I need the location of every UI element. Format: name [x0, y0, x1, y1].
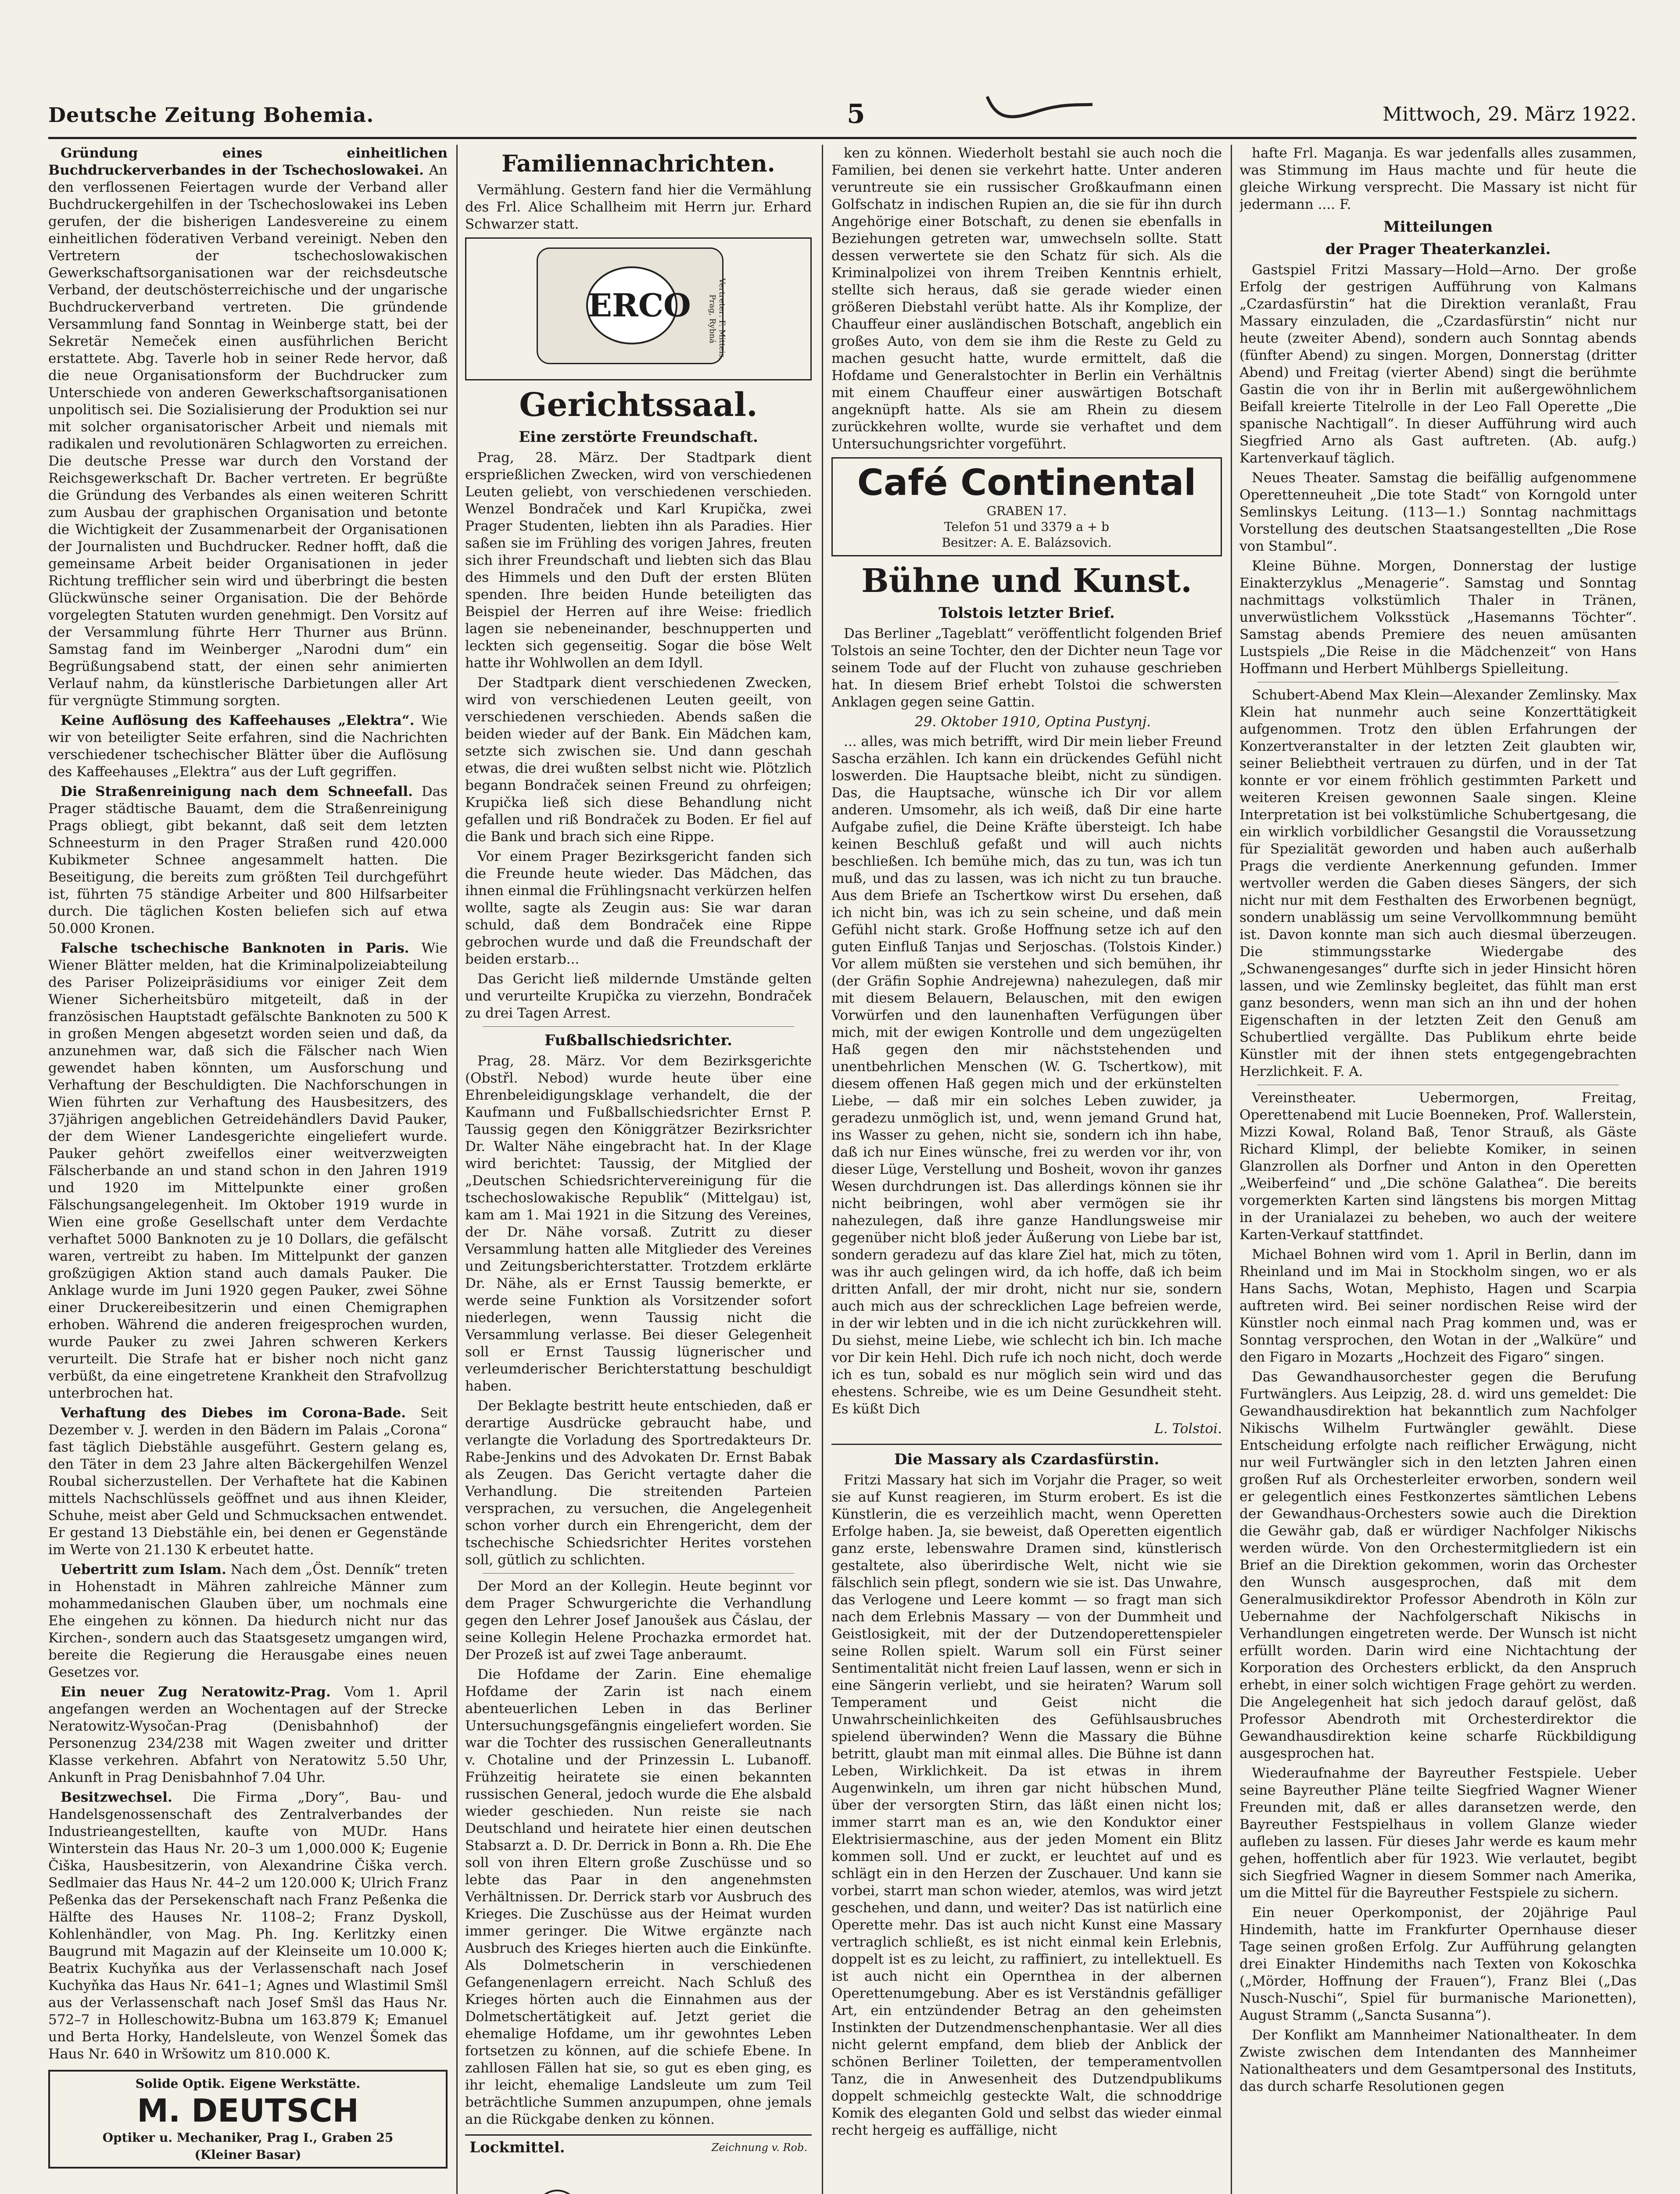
zarin-continued: ken zu können. Wiederholt bestahl sie auch noch die Familien, bei denen sie verkehrt hatte. Unter anderen veruntreute sie ein russischer Großkaufmann einen Golfschatz in indischen Rupien an, die sie für ihn durch Angehörige einer Botschaft, zu denen sie ebenfalls in Beziehungen getreten war, umwechseln sollte. Statt dessen verwertete sie den Schatz für sich. Als die Kriminalpolizei von ihrem Treiben Kenntnis erhielt, stellte sich heraus, daß sie gerade wieder einen größeren Diebstahl verübt hatte. Als ihr Komplize, der Chauffeur einer ausländischen Botschaft, angeblich ein großes Auto, von dem sie ihm die Reste zu Geld zu machen gesucht hatte, wurde ermittelt, daß die Hofdame und Generalstochter in Berlin ein Verhältnis mit einem Chauffeur einer auswärtigen Botschaft angeknüpft hatte. Als sie am Rhein zu diesem zurückkehren wollte, wurde sie verhaftet und dem Untersuchungsrichter vorgeführt. — [831, 145, 1222, 452]
vereinstheater-text: Vereinstheater. Uebermorgen, Freitag, Operettenabend mit Lucie Boenneken, Prof. Wallerstein, Mizzi Kowal, Roland Baß, Tenor Strauß, als Gäste Richard Klimpl, der beliebte Komiker, in seinen Glanzrollen als Dorfner und Anton in den Operetten „Weiberfeind“ und „Die schöne Galathea“. Die bereits vorgemerkten Karten sind längstens bis morgen Mittag in der Uranialazei zu beheben, wo auch der weitere Karten-Verkauf stattfindet. — [1239, 1090, 1637, 1243]
erco-vendor: Vertreter: F. Mitteis, Prag, Rybná — [708, 278, 727, 360]
cafe-address: GRABEN 17. — [986, 504, 1067, 518]
divider — [831, 1444, 1222, 1445]
page-number: 5 — [847, 99, 865, 129]
page-header — [48, 99, 1637, 134]
tolstoi-subtitle: Tolstois letzter Brief. — [939, 604, 1115, 622]
divider — [483, 1573, 794, 1574]
bohnen-text: Michael Bohnen wird vom 1. April in Berlin, dann im Rheinland und im Mai in Stockholm singen, wo er als Hans Sachs, Wotan, Mephisto, Hagen und Scarpia auftreten wird. Bei seiner nordischen Reise wird der Künstler noch einmal nach Prag kommen und, was er Sonntag versprochen, den Wotan in der „Walküre“ und den Figaro in Mozarts „Hochzeit des Figaro“ singen. — [1239, 1247, 1637, 1365]
tolstoi-dateline: 29. Oktober 1910, Optina Pustynj. — [914, 714, 1151, 730]
column-rule — [822, 145, 823, 2194]
massary-title: Die Massary als Czardasfürstin. — [894, 1451, 1160, 1468]
court-text: Vor einem Prager Bezirksgericht fanden sich die Freunde heute wieder. Das Mädchen, das ihnen einmal die Frühlingsnacht verkürzen helfen wollte, sagte als Zeugin aus: Sie war daran schuld, daß dem Bondraček eine Rippe gebrochen wurde und daß die Freundschaft der beiden erstarb... — [465, 849, 812, 967]
oper-text: Ein neuer Operkomponist, der 20jährige Paul Hindemith, hatte im Frankfurter Opernhause dieser Tage seinen großen Erfolg. Zur Aufführung gelangten drei Einakter Hindemiths nach Texten von Kokoschka („Mörder, Hoffnung der Frauen“), Franz Blei („Das Nusch-Nuschi“, Spiel für burmanische Marionetten), August Stramm („Sancta Susanna“). — [1239, 1905, 1637, 2023]
cafe-name: Café Continental — [857, 462, 1196, 504]
court-text: Das Gericht ließ mildernde Umstände gelten und verurteilte Krupička zu vierzehn, Bondraček zu drei Tagen Arrest. — [465, 971, 812, 1021]
football-subtitle: Fußballschiedsrichter. — [544, 1032, 732, 1049]
cartoon-credit: Zeichnung v. Rob. — [711, 2141, 807, 2154]
theater-text: Gastspiel Fritzi Massary—Hold—Arno. Der große Erfolg der gestrigen Aufführung von Kalmans „Czardasfürstin“ hat die Direktion veranlaßt, Frau Massary einzuladen, die „Czardasfürstin“ nicht nur heute (zweiter Abend), sondern auch Sonntag abends (fünfter Abend) zu singen. Morgen, Donnerstag (dritter Abend) und Freitag (vierter Abend) singt die berühmte Gastin die von ihr in Berlin mit außergewöhnlichem Beifall kreierte Titelrolle in der Leo Fall Operette „Die spanische Nachtigall“. In dieser Aufführung wird auch Siegfried Arno als Gast auftreten. (Ab. aufg.) Kartenverkauf täglich. — [1239, 262, 1637, 466]
gewandhaus-text: Das Gewandhausorchester gegen die Berufung Furtwänglers. Aus Leipzig, 28. d. wird uns gemeldet: Die Gewandhausdirektion hat bekanntlich zum Nachfolger Nikischs Wilhelm Furtwängler gewählt. Diese Entscheidung erfolgte nach reiflicher Erwägung, nicht nur weil Furtwängler sich in den letzten Jahren einen großen Ruf als Orchesterleiter erworben, sondern weil er gelegentlich eines Festkonzertes sämtlichen Lebens der Gewandhaus-Orchesters sowie auch die Direktion die Gewähr gab, daß er würdiger Nachfolger Nikischs werden würde. Von den Orchestermitgliedern ist ein Brief an die Direktion gekommen, worin das Orchester den Wunsch ausgesprochen, daß mit dem Generalmusikdirektor Professor Abendroth in Köln zur Uebernahme der Nachfolgerschaft Nikischs in Verhandlungen eingetreten werde. Der Wunsch ist nicht erfüllt worden. Darin wird eine Nichtachtung der Korporation des Orchesters erblickt, da den Anspruch erhebt, in einer solch wichtigen Frage gehört zu werden. Die Angelegenheit hat sich jedoch darauf gelöst, daß Professor Abendroth mit Orchesterdirektor die Gewandhausdirektion keine scharfe Rückbildigung ausgesprochen hat. — [1239, 1369, 1637, 1761]
section-title-gerichtssaal: Gerichtssaal. — [519, 386, 758, 424]
section-title-buehne: Bühne und Kunst. — [861, 562, 1192, 600]
erco-logo: ERCO — [586, 266, 677, 344]
column-rule — [456, 145, 458, 2194]
article-banknoten: Falsche tschechische Banknoten in Paris. Wie Wiener Blätter melden, hat die Kriminalpolizeiabteilung des Pariser Polizeipräsidiums vor einiger Zeit dem Wiener Sicherheitsbüro mitgeteilt, daß in der französischen Hauptstadt gefälschte Banknoten zu 500 K in großen Mengen abgesetzt worden seien und daß, da anzunehmen war, daß sich die Fälscher nach Wien gewendet haben könnten, um Ausforschung und Verhaftung der Beschuldigten. Die Nachforschungen in Wien führten zur Verhaftung des Hausbesitzers, des 37jährigen angeblichen Getreidehändlers David Pauker, der dem Wiener Landesgerichte eingeliefert wurde. Pauker gehört zweifellos einer weitverzweigten Fälscherbande an und stand schon in den Jahren 1919 und 1920 im Mittelpunkte einer großen Fälschungsangelegenheit. Im Oktober 1919 wurde in Wien eine große Gesellschaft unter dem Verdachte verhaftet 5000 Banknoten zu je 10 Dollars, die gefälscht waren, vertreibt zu haben. Im Mittelpunkt der ganzen großzügigen Aktion stand auch damals Pauker. Die Anklage wurde im Juni 1920 gegen Pauker, zwei Söhne einer Druckereibesitzerin und einen Chemigraphen erhoben. Während die anderen freigesprochen wurden, wurde Pauker zu zwei Jahren schweren Kerkers verurteilt. Die Strafe hat er bisher noch nicht ganz verbüßt, da eine eingetretene Krankheit den Strafvollzug unterbrochen hat. — [48, 940, 448, 1401]
murder-text: Der Mord an der Kollegin. Heute beginnt vor dem Prager Schwurgerichte die Verhandlung gegen den Lehrer Josef Janoušek aus Čáslau, der seine Kollegin Helene Prochazka ermordet hat. Der Prozeß ist auf zwei Tage anberaumt. — [465, 1578, 812, 1663]
erco-ad — [465, 237, 812, 380]
column-2 — [465, 145, 812, 2194]
article-elektra: Keine Auflösung des Kaffeehauses „Elektra“. Wie wir von beteiligter Seite erfahren, sind die Nachrichten verschiedener tschechischer Blätter über die Auflösung des Kaffeehauses „Elektra“ aus der Luft gegriffen. — [48, 713, 448, 780]
cartoon-title: Lockmittel. — [469, 2139, 565, 2156]
article-buchdrucker: Gründung eines einheitlichen Buchdruckerverbandes in der Tschechoslowakei. An den verflossenen Feiertagen wurde der Verband aller Buchdruckergehilfen in der Tschechoslowakei ins Leben gerufen, der die bisherigen Landesvereine zu einem einheitlichen föderativen Verband vereinigt. Neben den Vertretern der tschechoslowakischen Gewerkschaftsorganisationen war der reichsdeutsche Verband, der deutschösterreichische und der ungarische Buchdruckerverband vertreten. Die gründende Versammlung fand Sonntag in Weinberge statt, bei der Sekretär Nemeček einen ausführlichen Bericht erstattete. Abg. Taverle hob in seiner Rede hervor, daß die neue Organisationsform der Buchdrucker zum Unterschiede von anderen Gewerkschaftsorganisationen unpolitisch sei. Die Sozialisierung der Produktion sei nur mit solcher organisatorischer Arbeit und niemals mit radikalen und revolutionären Schlagworten zu erreichen. Die deutsche Presse war durch den Vorstand der Reichsgewerkschaft Dr. Bacher vertreten. Er begrüßte die Gründung des Verbandes als einen weiteren Schritt zum Ausbau der graphischen Organisation und betonte die Wichtigkeit der Zusammenarbeit der Organisationen der Journalisten und Buchdrucker. Redner hofft, daß die gemeinsame Arbeit beider Organisationen in jeder Richtung trefflicher sein wird und überbringt die besten Glückwünsche seiner Organisation. Die der Behörde vorgelegten Statuten wurden genehmigt. Den Vorsitz auf der Versammlung führte Herr Thurner aus Brünn. Samstag fand im Weinberger „Narodni dum“ ein Begrüßungsabend statt, der einen sehr animierten Verlauf nahm, da künstlerische Darbietungen aller Art für vergnügte Stimmung sorgten. — [48, 145, 448, 709]
cafe-owner: Besitzer: A. E. Balázsovich. — [942, 535, 1112, 550]
deutsch-optiker-ad: Solide Optik. Eigene Werkstätte. M. DEUTSCH Optiker u. Mechaniker, Prag I., Graben 25 (Kleiner Basar) — [48, 2070, 448, 2169]
court-text: Prag, 28. März. Der Stadtpark dient ersprießlichen Zwecken, wird von verschiedenen Leuten geliebt, von verschiedenen verschieden. Wenzel Bondraček und Karl Krupička, zwei Prager Studenten, liebten ihn als Paradies. Hier saßen sie im Frühling des vorigen Jahres, freuten sich ihrer Freundschaft und liebten sich das Blau des Himmels und den Duft der ersten Blüten spenden. Ihre beiden Hunde beteiligten das Beispiel der Herren auf ihre Weise: friedlich lagen sie nebeneinander, beschnupperten und leckten sich gegenseitig. Sogar die böse Welt hatte ihr Wohlwollen an dem Idyll. — [465, 450, 812, 671]
tolstoi-intro: Das Berliner „Tageblatt“ veröffentlicht folgenden Brief Tolstois an seine Tochter, den der Dichter neun Tage vor seinem Tode auf der Flucht von zuhause geschrieben hat. In diesem Brief erhebt Tolstoi die schwersten Anklagen gegen seine Gattin. — [831, 626, 1222, 710]
section-title-familie: Familiennachrichten. — [501, 151, 775, 177]
family-notice: Vermählung. Gestern fand hier die Vermählung des Frl. Alice Schallheim mit Herrn jur. Erhard Schwarzer statt. — [465, 182, 812, 232]
article-besitzwechsel: Besitzwechsel. Die Firma „Dory“, Bau- und Handelsgenossenschaft des Zentralverbandes der Industrieangestellten, kaufte von MUDr. Hans Winterstein das Haus Nr. 20–3 um 1,000.000 K; Eugenie Čiška, Hausbesitzerin, von Alexandrine Čiška verch. Sedlmaier das Haus Nr. 44–2 um 120.000 K; Ulrich Franz Peßenka das der Persekenschaft nach Franz Peßenka die Hälfte des Hauses Nr. 1108–2; Franz Dyskoll, Kohlenhändler, von Mag. Ph. Ing. Kerlitzky einen Baugrund mit Magazin auf der Kleinseite um 10.000 K; Beatrix Kuchyňka aus der Verlassenschaft nach Josef Kuchyňka das Haus Nr. 641–1; Agnes und Wlastimil Smšl aus der Verlassenschaft nach Josef Smšl das Haus Nr. 572–7 in Holleschowitz-Bubna um 163.879 K; Emanuel und Berta Horky, Handelsleute, von Wenzel Šomek das Haus Nr. 640 in Wršowitz um 810.000 K. — [48, 1789, 448, 2062]
court-subtitle: Eine zerstörte Freundschaft. — [519, 428, 758, 446]
divider — [483, 1026, 794, 1027]
column-3 — [831, 145, 1222, 2194]
article-neratowitz: Ein neuer Zug Neratowitz-Prag. Vom 1. April angefangen werden an Wochentagen auf der Strecke Neratowitz-Wysočan-Prag (Denisbahnhof) der Personenzug 234/238 mit Wagen zweiter und dritter Klasse verkehren. Abfahrt von Neratowitz 5.50 Uhr, Ankunft in Prag Denisbahnhof 7.04 Uhr. — [48, 1684, 448, 1785]
theater-title: Mitteilungen — [1383, 218, 1493, 236]
article-corona-bad: Verhaftung des Diebes im Corona-Bade. Seit Dezember v. J. werden in den Bädern im Palais „Corona“ fast täglich Diebstähle ausgeführt. Gestern gelang es, den Täter in dem 23 Jahre alten Bäckergehilfen Wenzel Roubal sicherzustellen. Der Verhaftete hat die Kabinen mittels Nachschlüssels geöffnet und aus ihnen Kleider, Schuhe, meist aber Geld und Schmucksachen entwendet. Er gestand 13 Diebstähle ein, bei denen er Gegenstände im Werte von 21.130 K erbeutet hatte. — [48, 1405, 448, 1558]
issue-date: Mittwoch, 29. März 1922. — [1382, 103, 1637, 125]
bayreuth-text: Wiederaufnahme der Bayreuther Festspiele. Ueber seine Bayreuther Pläne teilte Siegfried Wagner Wiener Freunden mit, daß er alles daransetzen werde, den Bayreuther Festspielhaus in vollem Glanze wieder aufleben zu lassen. Für dieses Jahr werde es kaum mehr gehen, hoffentlich aber für 1923. Wie verlautet, begibt sich Siegfried Wagner in diesem Sommer nach Amerika, um die Mittel für die Bayreuther Festspiele zu sichern. — [1239, 1765, 1637, 1901]
mannheim-text: Der Konflikt am Mannheimer Nationaltheater. In dem Zwiste zwischen dem Intendanten des Mannheimer Nationaltheaters und dem Gesamtpersonal des Instituts, das durch scharfe Resolutionen gegen — [1239, 2027, 1637, 2094]
article-strassenreinigung: Die Straßenreinigung nach dem Schneefall. Das Prager städtische Bauamt, dem die Straßenreinigung Prags obliegt, gibt bekannt, daß seit dem letzten Schneesturm in den Prager Straßen rund 420.000 Kubikmeter Schnee angesammelt hatten. Die Beseitigung, die bereits zum größten Teil durchgeführt ist, führten 75 ständige Arbeiter und 800 Hilfsarbeiter durch. Die täglichen Kosten beliefen sich auf etwa 50.000 Kronen. — [48, 784, 448, 936]
schubert-text: Schubert-Abend Max Klein—Alexander Zemlinsky. Max Klein hat nunmehr auch seine Konzerttätigkeit aufgenommen. Trotz den üblen Erfahrungen der Konzertveranstalter in der letzten Zeit glaubten wir, seiner Beliebtheit vertrauen zu dürfen, und in der Tat konnte er vor einem fröhlich gestimmten Parkett und weiteren Kreisen gewonnen Saale singen. Kleine Interpretation ist bei volkstümliche Schubertgesang, die ein wirklich vorbildlicher Gesangstil die Voraussetzung für Spezialität geworden und haben auch außerhalb Prags die verdiente Anerkennung gefunden. Immer wertvoller werden die Gaben dieses Sängers, der sich nicht nur mit dem Festhalten des Erworbenen begnügt, sondern unablässig um seine Vervollkommnung bemüht ist. Davon konnte man sich auch diesmal überzeugen. Die stimmungsstarke Wiedergabe des „Schwanengesanges“ durfte sich in jeder Hinsicht hören lassen, und wie Zemlinsky begleitet, das fühlt man erst ganz besonders, wenn man sich an ihn und der hohen Eigenschaften in der letzten Zeit den Genuß am Schubertlied vergällte. Das Publikum ehrte beide Künstler mit der ihnen stets entgegengebrachten Herzlichkeit. F. A. — [1239, 687, 1637, 1079]
kleine-buehne-text: Kleine Bühne. Morgen, Donnerstag der lustige Einakterzyklus „Menagerie“. Samstag und Sonntag nachmittags volkstümlich Thaler in Tränen, unverwüstlichem Volksstück „Hasemanns Töchter“. Samstag abends Premiere des neuen amüsanten Lustspiels „Die Reise in die Mädchenzeit“ von Hans Hoffmann und Herbert Mühlbergs Spielleitung. — [1239, 558, 1637, 677]
cafe-continental-ad — [831, 457, 1222, 556]
column-rule — [1231, 145, 1232, 2194]
column-4 — [1239, 145, 1637, 2194]
newspaper-name: Deutsche Zeitung Bohemia. — [48, 103, 374, 127]
court-text: Der Stadtpark dient verschiedenen Zwecken, wird von verschiedenen Leuten geeilt, von verschiedenen verschieden. Abends saßen die beiden wieder auf der Bank. Ein Mädchen kam, setzte sich zwischen sie. Und dann geschah etwas, die drei wußten selbst nicht wie. Plötzlich begann Bondraček seinen Freund zu ohrfeigen; Krupička ließ sich diese Behandlung nicht gefallen und riß Bondraček zu Boden. Er fiel auf die Bank und brach sich eine Rippe. — [465, 675, 812, 845]
cafe-phone: Telefon 51 und 3379 a + b — [944, 520, 1110, 534]
article-islam: Uebertritt zum Islam. Nach dem „Öst. Denník“ treten in Hohenstadt in Mähren zahlreiche Männer zum mohammedanischen Glauben über, um nochmals eine Ehe eingehen zu können. Da hiedurch nicht nur das Kirchen-, sondern auch das Staatsgesetz umgangen wird, bereite die Regierung die Herausgabe eines neuen Gesetzes vor. — [48, 1562, 448, 1680]
massary-text: Fritzi Massary hat sich im Vorjahr die Prager, so weit sie auf Kunst reagieren, im Sturm erobert. Es ist die Künstlerin, die es verzeihlich macht, wenn Operetten Erfolge haben. Ja, sie beweist, daß Operetten eigentlich ganz erste, lebenswahre Dramen sind, künstlerisch gestaltete, also überirdische Welt, nicht wie sie fälschlich sein pflegt, sondern wie sie ist. Das Unwahre, das Verlogene und Leere kommt — so fragt man sich nach dem Erlebnis Massary — von der Dummheit und Geistlosigkeit, mit der der Dutzendoperettenspieler seine Rollen spielt. Warum soll ein Fürst seiner Sentimentalität nicht freien Lauf lassen, wenn er sich in eine Sängerin verliebt, und sie heiraten? Warum soll Temperament und Geist nicht die Unwahrscheinlichkeiten des Gefühlsausbruches spielend überwinden? Wenn die Massary die Bühne betritt, glaubt man mit einmal alles. Die Bühne ist dann Leben, Wirklichkeit. Da ist etwas in ihrem Augenwinkeln, um ihren gar nicht hübschen Mund, über der versorgten Stirn, das läßt einen nicht los; immer starrt man es an, wie den Konduktor einer Elektrisiermaschine, aus der jeden Moment ein Blitz kommen soll. Und er zuckt, er leuchtet auf und es schlägt ein in den Herzen der Zuschauer. Und kann sie vorbei, starrt man schon wieder, atemlos, was wird jetzt geschehen, und dann, und weiter? Das ist natürlich eine Operette mehr. Das ist auch nicht Kunst eine Massary vertraglich schließt, es ist nicht einmal kein Erlebnis, doppelt ist es zu leicht, zu raffiniert, zu intellektuell. Es ist auch nicht ein Opernthea in der albernen Operettenumgebung. Aber es ist Verständnis gefälliger Art, ein entzündender Betrag an den geheimsten Instinkten der Dutzendmenschenphantasie. Wer all dies nicht gelernt empfand, dem blieb der Anblick der schönen Berliner Toiletten, der temperamentvollen Tanz, die in Anwesenheit des Dutzendpublikums doppelt schmeichlg gesteckte Walt, die schnoddrige Komik des eleganten Gold und selbst das wieder einmal recht hergeig es auffällige, nicht — [831, 1472, 1222, 2138]
massary-continued: hafte Frl. Maganja. Es war jedenfalls alles zusammen, was Stimmung im Haus machte und für heute die gleiche Wirkung versprecht. Die Massary ist nicht für jedermann .... F. — [1239, 145, 1637, 212]
neues-theater-text: Neues Theater. Samstag die beifällig aufgenommene Operettenneuheit „Die tote Stadt“ von Korngold unter Semlinskys Leitung. (113—1.) Sonntag nachmittags Vorstellung des deutschen Staatsangestellten „Die Rose von Stambul“. — [1239, 470, 1637, 554]
column-1 — [48, 145, 448, 2194]
cartoon-drawing — [474, 2162, 803, 2194]
tolstoi-signature: L. Tolstoi. — [1154, 1421, 1222, 1437]
pen-stroke-mark — [983, 88, 1097, 123]
coffee-can-illustration — [537, 247, 727, 364]
football-text: Prag, 28. März. Vor dem Bezirksgerichte (Obstřl. Nebod) wurde heute über eine Ehrenbeleidigungsklage verhandelt, die der Kaufmann und Fußballschiedsrichter Ernst P. Taussig gegen den Königgrätzer Bezirksrichter Dr. Walter Nähe eingebracht hat. In der Klage wird berichtet: Taussig, der Mitglied der „Deutschen Schiedsrichtervereinigung für die tschechoslowakische Republik“ (Mittelgau) ist, kam am 1. Mai 1921 in die Sitzung des Vereines, der Dr. Nähe vorsaß. Zutritt zu dieser Versammlung hatten alle Mitglieder des Vereines und Zeitungsberichterstatter. Trotzdem erklärte Dr. Nähe, als er Ernst Taussig bemerkte, er werde seine Funktion als Vorsitzender sofort niederlegen, wenn Taussig nicht die Versammlung verlasse. Bei dieser Gelegenheit soll er Ernst Taussig lügnerischer und verleumderischer Berichterstattung beschuldigt haben. — [465, 1053, 812, 1394]
header-rule — [48, 137, 1637, 139]
zarin-text: Die Hofdame der Zarin. Eine ehemalige Hofdame der Zarin ist nach einem abenteuerlichen Leben in das Berliner Untersuchungsgefängnis eingeliefert worden. Sie war die Tochter des russischen Generalleutnants v. Chotaline und der Prinzessin L. Lubanoff. Frühzeitig heiratete sie einen bekannten russischen General, jedoch wurde die Ehe alsbald wieder geschieden. Nun reiste sie nach Deutschland und heiratete hier einen deutschen Stabsarzt a. D. Dr. Derrick in Bonn a. Rh. Die Ehe soll von ihren Eltern große Zuschüsse und so lebte das Paar in den angenehmsten Verhältnissen. Dr. Derrick starb vor Ausbruch des Krieges. Die Zuschüsse aus der Heimat wurden immer geringer. Die Witwe ergänzte nach Ausbruch des Krieges hierten auch die Einkünfte. Als Dolmetscherin in verschiedenen Gefangenenlagern erreicht. Nach Schluß des Krieges hörten auch die Einnahmen aus der Dolmetschertätigkeit auf. Jetzt geriet die ehemalige Hofdame, um ihr gewohntes Leben fortsetzen zu können, auf die schiefe Ebene. In zahllosen Fällen hat sie, so gut es eben ging, es ihr leicht, ehemalige Landsleute um zum Teil beträchtliche Summen anzupumpen, ohne jemals an die Rückgabe denken zu können. — [465, 1667, 812, 2127]
lockmittel-cartoon — [465, 2134, 812, 2194]
theater-subtitle: der Prager Theaterkanzlei. — [1325, 240, 1551, 258]
tolstoi-letter: ... alles, was mich betrifft, wird Dir mein lieber Freund Sascha erzählen. Ich kann ein drückendes Gefühl nicht loswerden. Die Hauptsache bleibt, nicht zu sündigen. Das, die Hauptsache, wünsche ich Dir vor allem anderen. Umsomehr, als ich weiß, daß Dir eine harte Aufgabe zufiel, die Deine Kräfte übersteigt. Ich habe keinen Beschluß gefaßt und will auch nichts beschließen. Ich bemühe mich, das zu tun, was ich tun muß, und das zu lassen, was ich nicht zu tun brauche. Aus dem Briefe an Tschertkow wirst Du ersehen, daß ich nicht bin, was ich zu sein scheine, und daß mein Gefühl nicht stark. Große Hoffnung setze ich auf den guten Einfluß Tanjas und Serjoschas. (Tolstois Kinder.) Vor allem müßten sie verstehen und sich bemühen, ihr (der Gräfin Sophie Andrejewna) nahezulegen, daß mir mit diesem Belauern, Belauschen, mit den ewigen Vorwürfen und den launenhaften Verfügungen über mich, mit der ewigen Kontrolle und dem ungezügelten Haß gegen den mir nächststehenden und unentbehrlichen Menschen (W. G. Tschertkow), mit diesem offenen Haß gegen mich und der erkünstelten Liebe, — daß mir ein solches Leben zuwider, ja geradezu unmöglich ist, und, wenn jemand Grund hat, ins Wasser zu gehen, nicht sie, sondern ich ihn habe, daß ich nur Eines wünsche, frei zu werden vor ihr, von dieser Lüge, Verstellung und Bosheit, wovon ihr ganzes Wesen durchdrungen ist. Das allerdings können sie ihr nicht beibringen, wohl aber vermögen sie ihr nahezulegen, daß ihre ganze Handlungsweise mir gegenüber nicht bloß jeder Äußerung von Liebe bar ist, sondern geradezu auf das klare Ziel hat, mich zu töten, was ihr auch gelingen wird, da ich hoffe, daß ich beim dritten Anfall, der mir droht, nicht nur sie, sondern auch mich aus der schrecklichen Lage befreien werde, in der wir lebten und in die ich nicht zurückkehren will. Du siehst, meine Liebe, wie schlecht ich bin. Ich mache vor Dir kein Hehl. Dich rufe ich noch nicht, doch werde ich es tun, sobald es nur möglich sein wird und das ehestens. Schreibe, wie es um Deine Gesundheit steht. Es küßt Dich — [831, 734, 1222, 1417]
football-text: Der Beklagte bestritt heute entschieden, daß er derartige Ausdrücke gebraucht habe, und verlangte die Vorladung des Sportredakteurs Dr. Rabe-Jenkins und des Advokaten Dr. Ernst Babak als Zeugen. Das Gericht vertagte daher die Verhandlung. Die streitenden Parteien versprachen, zu versuchen, die Angelegenheit schon vorher durch ein Ehrengericht, dem der tschechische Schiedsrichter Herites vorstehen soll, gütlich zu schlichten. — [465, 1398, 812, 1568]
